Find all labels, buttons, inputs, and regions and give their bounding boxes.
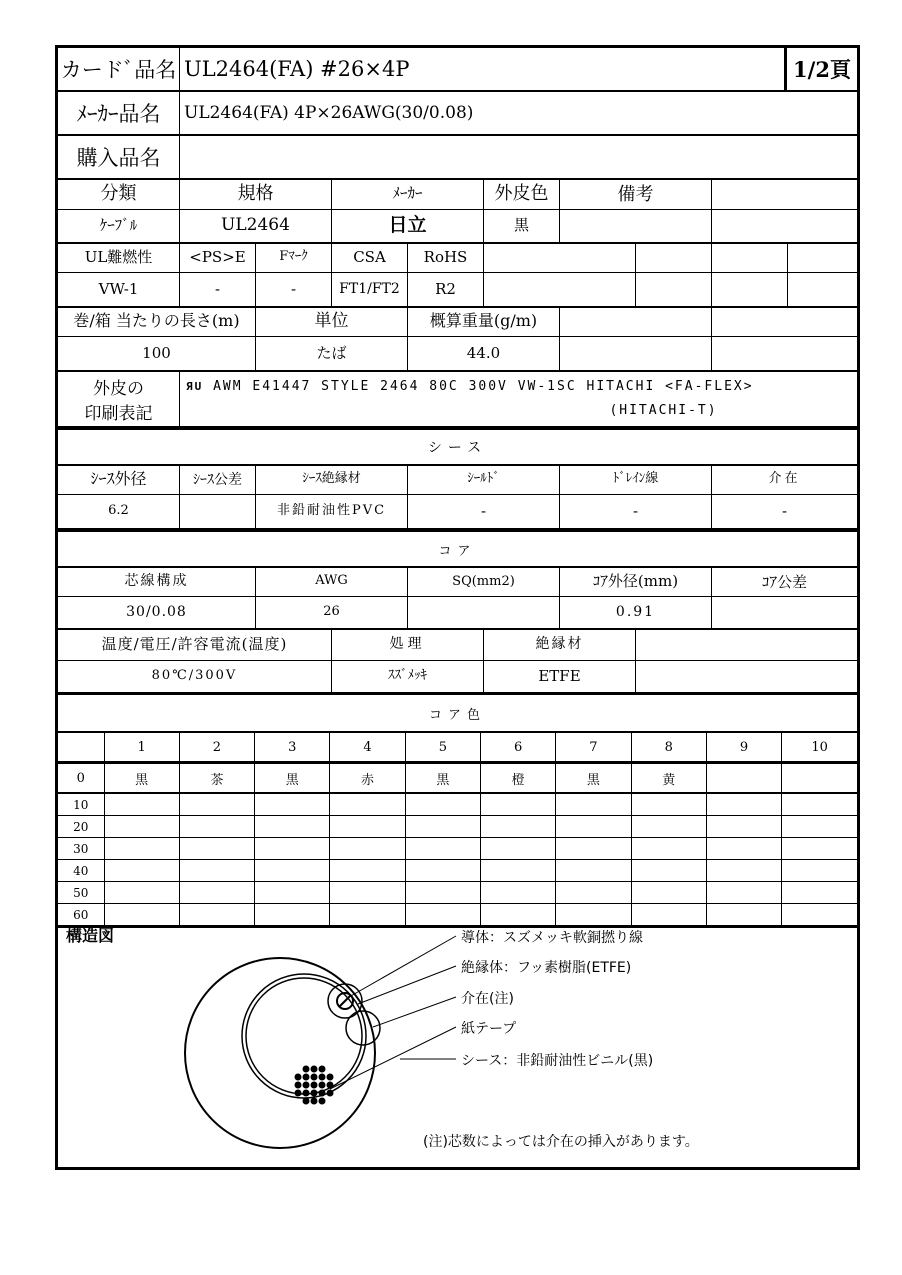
core-color-cell: [631, 838, 706, 860]
core-color-cell: [556, 816, 631, 838]
sheath-shield-value: -: [480, 502, 487, 520]
core-color-cell: [556, 793, 631, 816]
core-color-col-header: 6: [480, 732, 555, 763]
temp-insulation-value: ETFE: [538, 667, 581, 685]
sheath-shield: [408, 466, 560, 528]
spec-row: [58, 180, 857, 244]
temp-blank: [636, 630, 857, 692]
core-awg-header: AWG: [315, 573, 348, 588]
spec-category-value: ｹｰﾌﾞﾙ: [99, 216, 138, 234]
structure-title: 構造図: [66, 926, 115, 945]
core-color-row: [58, 816, 857, 838]
core-color-row: [58, 793, 857, 816]
length-blank-1: [560, 308, 712, 370]
core-color-cell: [631, 816, 706, 838]
core-color-cell: [782, 860, 857, 882]
print-marking-text: [180, 372, 857, 426]
spec-standard: [180, 180, 332, 242]
cable-cross-section: [58, 909, 857, 1167]
maker-name-row: [58, 92, 857, 136]
callout-sheath: シース：非鉛耐油性ビニル(黒): [461, 1053, 654, 1069]
core-color-cell: [782, 838, 857, 860]
core-color-cell: [405, 838, 480, 860]
core-color-row: [58, 838, 857, 860]
ul-fmark-header: Fﾏｰｸ: [279, 249, 308, 264]
core-color-row-index: 0: [58, 763, 104, 794]
sheath-outer-circle: [185, 958, 375, 1148]
print-marking-label: [58, 372, 180, 426]
ul-recognized-mark: ЯU: [186, 380, 204, 393]
core-color-row-index: 10: [58, 793, 104, 816]
core-title: コア: [438, 543, 477, 559]
card-name-label: カードﾞ品名: [58, 48, 180, 90]
ul-csa-value: FT1/FT2: [339, 281, 400, 297]
core-color-header-row: [58, 732, 857, 763]
core-color-row: [58, 860, 857, 882]
core-row: [58, 568, 857, 630]
core-color-cell: [556, 860, 631, 882]
core-color-cell: [255, 816, 330, 838]
core-color-row-index: 40: [58, 860, 104, 882]
sheath-filler: [712, 466, 857, 528]
ul-csa: [332, 244, 408, 306]
core-color-cell: [556, 838, 631, 860]
print-marking-line1: [180, 375, 857, 399]
ul-flame: [58, 244, 180, 306]
ul-blank-3: [712, 244, 788, 306]
callout-lines: [330, 936, 456, 1089]
core-color-col-header: 4: [330, 732, 405, 763]
core-color-cell: [706, 763, 781, 794]
spec-standard-header: 規格: [237, 183, 274, 204]
length-per-box-header: 巻/箱 当たりの長さ(m): [73, 311, 240, 330]
core-color-cell: [255, 838, 330, 860]
core-color-col-header: 3: [255, 732, 330, 763]
core-color-col-header: 8: [631, 732, 706, 763]
length-blank-2: [712, 308, 857, 370]
spec-sheath-color: [484, 180, 560, 242]
ul-rohs-header: RoHS: [423, 248, 468, 266]
core-color-cell: [556, 882, 631, 904]
core-color-cell: [104, 838, 179, 860]
temp-rating-header: 温度/電圧/許容電流(温度): [101, 635, 288, 653]
core-color-cell: [330, 816, 405, 838]
sheath-od-value: 6.2: [108, 503, 129, 518]
ul-rohs: [408, 244, 484, 306]
core-color-cell: [706, 860, 781, 882]
core-color-row: [58, 763, 857, 794]
temp-treatment-header: 処理: [389, 636, 426, 652]
core-title-row: [58, 530, 857, 568]
ul-fmark: [256, 244, 332, 306]
length-unit-header: 単位: [314, 311, 349, 331]
length-row: [58, 308, 857, 372]
core-awg: [256, 568, 408, 628]
core-color-cell: [104, 816, 179, 838]
core-color-col-header: 9: [706, 732, 781, 763]
core-tol-header: ｺｱ公差: [761, 573, 807, 591]
temp-rating: [58, 630, 332, 692]
core-sq-header: SQ(mm2): [452, 574, 515, 589]
core-color-cell: [330, 838, 405, 860]
spec-maker-header: ﾒｰｶｰ: [392, 184, 423, 202]
core-color-row-index: 20: [58, 816, 104, 838]
sheath-od: [58, 466, 180, 528]
core-color-cell: [405, 793, 480, 816]
sheath-filler-header: 介在: [768, 471, 801, 486]
core-color-cell: [782, 793, 857, 816]
core-color-cell: [480, 838, 555, 860]
callout-insulation: 絶縁体：フッ素樹脂(ETFE): [461, 960, 632, 976]
core-color-col-header: 2: [179, 732, 254, 763]
print-marking-label-line2: 印刷表記: [84, 404, 153, 424]
core-color-cell: [706, 816, 781, 838]
sheath-drain-header: ﾄﾞﾚｲﾝ線: [612, 471, 659, 486]
core-color-cell: [255, 793, 330, 816]
core-color-cell: 赤: [330, 763, 405, 794]
core-color-cell: [706, 793, 781, 816]
length-per-box: [58, 308, 256, 370]
core-color-cell: [104, 860, 179, 882]
core-color-cell: [179, 793, 254, 816]
callout-filler: 介在(注): [461, 991, 514, 1007]
spec-sheath-color-value: 黒: [513, 216, 529, 234]
purchase-name-label: 購入品名: [58, 136, 180, 178]
ul-pse-value: -: [214, 280, 221, 298]
core-construction-header: 芯線構成: [124, 573, 189, 589]
core-color-cell: [104, 882, 179, 904]
core-color-cell: [782, 816, 857, 838]
ul-csa-header: CSA: [353, 248, 386, 266]
callout-paper-tape: 紙テープ: [461, 1021, 517, 1037]
sheath-shield-header: ｼｰﾙﾄﾞ: [467, 471, 500, 486]
core-color-cell: 黒: [255, 763, 330, 794]
temp-treatment-value: ｽｽﾞﾒｯｷ: [388, 668, 427, 683]
sheath-material-header: ｼｰｽ絶縁材: [302, 471, 361, 486]
core-color-cell: [631, 793, 706, 816]
core-color-cell: 黒: [556, 763, 631, 794]
core-color-cell: 橙: [480, 763, 555, 794]
ul-flame-value: VW-1: [98, 280, 139, 298]
spec-category: [58, 180, 180, 242]
sheath-tol-header: ｼｰｽ公差: [193, 472, 242, 488]
spec-maker-value: 日立: [388, 214, 427, 236]
ul-blank-4: [788, 244, 857, 306]
temp-insulation: [484, 630, 636, 692]
core-color-col-header: 1: [104, 732, 179, 763]
sheath-filler-value: -: [781, 502, 788, 520]
core-color-cell: [104, 793, 179, 816]
core-color-cell: [330, 793, 405, 816]
core-od-header: ｺｱ外径(mm): [592, 572, 679, 590]
ul-blank-2: [636, 244, 712, 306]
length-unit: [256, 308, 408, 370]
core-color-title-row: [58, 694, 857, 731]
spec-sheet: [55, 45, 860, 1170]
spec-remarks-header: 備考: [617, 184, 654, 205]
temp-treatment: [332, 630, 484, 692]
core-color-col-header: 10: [782, 732, 857, 763]
core-color-grid: [58, 731, 857, 922]
length-per-box-value: 100: [142, 344, 171, 362]
core-color-cell: [179, 882, 254, 904]
sheath-title: シース: [427, 440, 488, 456]
core-color-cell: [405, 882, 480, 904]
core-color-title: コア色: [428, 707, 486, 723]
core-color-cell: 黒: [405, 763, 480, 794]
print-marking-line1-text: AWM E41447 STYLE 2464 80C 300V VW-1SC HITACHI <FA-FLEX>: [213, 379, 754, 394]
print-marking-line2: (HITACHI-T): [609, 403, 718, 418]
ul-fmark-value: -: [290, 280, 297, 298]
spec-standard-value: UL2464: [221, 215, 290, 235]
sheath-drain: [560, 466, 712, 528]
spec-remarks: [560, 180, 712, 242]
temp-insulation-header: 絶縁材: [535, 636, 584, 652]
ul-pse-header: <PS>E: [189, 248, 246, 266]
spec-category-header: 分類: [100, 183, 137, 204]
temperature-row: [58, 630, 857, 694]
stranded-conductor-cluster: [295, 1066, 334, 1105]
length-weight-value: 44.0: [466, 344, 501, 362]
sheath-title-row: [58, 428, 857, 466]
maker-name-value: UL2464(FA) 4P×26AWG(30/0.08): [184, 103, 474, 123]
card-name-row: [58, 48, 857, 92]
core-color-cell: [179, 860, 254, 882]
spec-maker: [332, 180, 484, 242]
core-color-row: [58, 882, 857, 904]
ul-rohs-value: R2: [435, 280, 456, 298]
core-sq: [408, 568, 560, 628]
core-color-cell: [480, 816, 555, 838]
core-color-cell: [480, 860, 555, 882]
ul-pse: [180, 244, 256, 306]
core-construction: [58, 568, 256, 628]
card-name-value: UL2464(FA) #26×4P: [180, 48, 785, 90]
ul-blank-1: [484, 244, 636, 306]
core-awg-value: 26: [323, 604, 340, 619]
core-color-row-index: 60: [58, 904, 104, 927]
core-color-cell: [782, 763, 857, 794]
spec-blank: [712, 180, 857, 242]
print-marking-row: [58, 372, 857, 428]
core-color-cell: [706, 882, 781, 904]
temp-rating-value: 80℃/300V: [151, 668, 238, 683]
core-construction-value: 30/0.08: [126, 604, 187, 620]
core-color-cell: [405, 816, 480, 838]
sheath-drain-value: -: [632, 502, 639, 520]
core-color-cell: 茶: [179, 763, 254, 794]
structure-note: (注)芯数によっては介在の挿入があります。: [423, 1134, 699, 1150]
core-color-cell: [330, 860, 405, 882]
core-color-cell: [480, 882, 555, 904]
core-od: [560, 568, 712, 628]
core-color-cell: [782, 882, 857, 904]
print-marking-label-line1: 外皮の: [93, 379, 144, 399]
structure-diagram: [58, 909, 857, 1167]
length-weight-header: 概算重量(g/m): [429, 311, 538, 330]
sheath-od-header: ｼｰｽ外径: [90, 469, 147, 488]
spec-sheath-color-header: 外皮色: [494, 183, 549, 204]
core-color-cell: 黄: [631, 763, 706, 794]
length-unit-value: たば: [316, 344, 347, 362]
core-color-row-index: 30: [58, 838, 104, 860]
length-weight: [408, 308, 560, 370]
maker-name-label: ﾒｰｶｰ品名: [58, 92, 180, 134]
core-color-cell: 黒: [104, 763, 179, 794]
core-color-row-index: 50: [58, 882, 104, 904]
sheath-row: [58, 466, 857, 530]
core-tol: [712, 568, 857, 628]
sheath-material: [256, 466, 408, 528]
purchase-name-row: [58, 136, 857, 180]
core-color-cell: [255, 882, 330, 904]
core-color-cell: [631, 860, 706, 882]
page-number: 1/2頁: [785, 48, 857, 90]
core-color-cell: [480, 793, 555, 816]
ul-flame-header: UL難燃性: [84, 248, 153, 266]
sheath-tol: [180, 466, 256, 528]
core-color-cell: [405, 860, 480, 882]
callout-conductor: 導体：スズメッキ軟銅撚り線: [461, 930, 643, 946]
core-color-cell: [255, 860, 330, 882]
core-color-cell: [179, 838, 254, 860]
ul-row: [58, 244, 857, 308]
core-color-col-header: 7: [556, 732, 631, 763]
core-color-cell: [330, 882, 405, 904]
core-color-col-header: 5: [405, 732, 480, 763]
core-color-cell: [179, 816, 254, 838]
purchase-name-value: [180, 136, 857, 178]
core-color-cell: [631, 882, 706, 904]
core-color-corner: [58, 732, 104, 763]
core-color-cell: [706, 838, 781, 860]
sheath-material-value: 非鉛耐油性PVC: [276, 503, 387, 518]
core-od-value: 0.91: [615, 604, 656, 620]
